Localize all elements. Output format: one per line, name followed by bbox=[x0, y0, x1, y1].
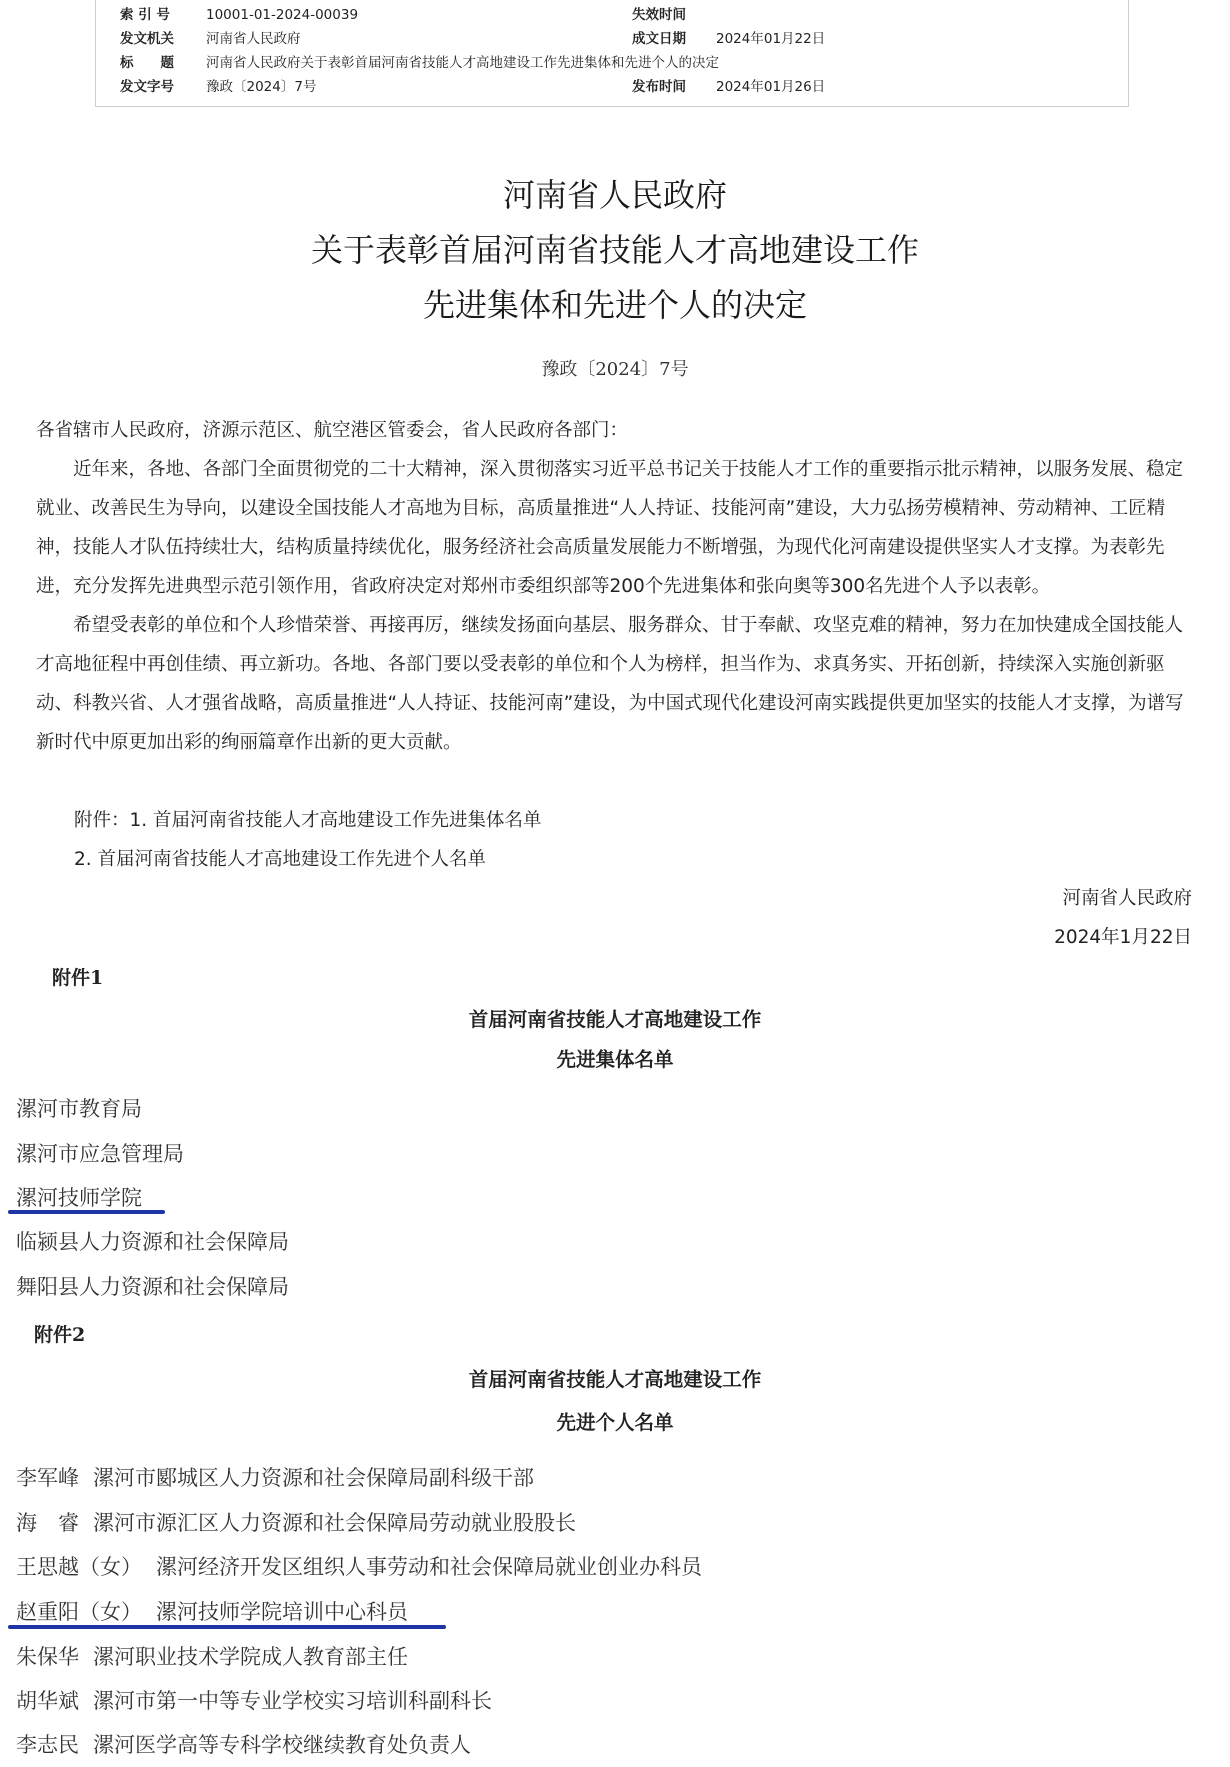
meta-row-issuer bbox=[96, 27, 1128, 51]
collective-item: 舞阳县人力资源和社会保障局 bbox=[16, 1275, 289, 1299]
appendix2-heading-1: 首届河南省技能人才高地建设工作 bbox=[468, 1368, 762, 1391]
appendix2-label: 附件2 bbox=[34, 1324, 86, 1346]
expiry-label: 失效时间 bbox=[632, 7, 686, 23]
individual-name: 胡华斌 bbox=[16, 1689, 79, 1713]
highlight-underline bbox=[8, 1210, 165, 1214]
issuer-value: 河南省人民政府 bbox=[206, 31, 301, 47]
appendix1-heading-1: 首届河南省技能人才高地建设工作 bbox=[468, 1008, 762, 1031]
collective-item: 漯河市教育局 bbox=[16, 1097, 142, 1121]
doc-number: 豫政〔2024〕7号 bbox=[541, 359, 689, 380]
individual-name: 赵重阳（女） bbox=[16, 1600, 142, 1624]
date-value: 2024年01月22日 bbox=[716, 31, 826, 47]
individual-item bbox=[16, 1729, 471, 1759]
meta-row-title bbox=[96, 51, 1128, 75]
individual-name: 朱保华 bbox=[16, 1645, 79, 1669]
individual-org: 漯河市郾城区人力资源和社会保障局副科级干部 bbox=[93, 1466, 534, 1490]
paragraph-2: 希望受表彰的单位和个人珍惜荣誉、再接再厉，继续发扬面向基层、服务群众、甘于奉献、攻坚克难的精神，努力在加快建成全国技能人才高地征程中再创佳绩、再立新功。各地、各部门要以受表彰的单位和个人为榜样，担当作为、求真务实、开拓创新，持续深入实施创新驱动、科教兴省、人才强省战略，高质量推进“人人持证、技能河南”建设，为中国式现代化建设河南实践提供更加坚实的技能人才支撑，为谱写新时代中原更加出彩的绚丽篇章作出新的更大贡献。 bbox=[36, 615, 1184, 753]
title-label: 标 题 bbox=[120, 55, 174, 71]
highlight-underline bbox=[8, 1625, 446, 1629]
addressee: 各省辖市人民政府，济源示范区、航空港区管委会，省人民政府各部门： bbox=[36, 420, 629, 441]
title-value: 河南省人民政府关于表彰首届河南省技能人才高地建设工作先进集体和先进个人的决定 bbox=[206, 55, 719, 71]
individual-item bbox=[16, 1596, 408, 1626]
appendix1-heading-2: 先进集体名单 bbox=[556, 1048, 674, 1071]
appendix1-label: 附件1 bbox=[52, 967, 104, 989]
collective-item: 临颍县人力资源和社会保障局 bbox=[16, 1230, 289, 1254]
individual-org: 漯河市第一中等专业学校实习培训科副科长 bbox=[93, 1689, 492, 1713]
attachment-line-1: 附件：1. 首届河南省技能人才高地建设工作先进集体名单 bbox=[74, 810, 542, 831]
index-value: 10001-01-2024-00039 bbox=[206, 7, 359, 23]
individual-item bbox=[16, 1551, 702, 1581]
individual-name: 王思越（女） bbox=[16, 1555, 142, 1579]
individual-item bbox=[16, 1462, 534, 1492]
individual-org: 漯河职业技术学院成人教育部主任 bbox=[93, 1645, 408, 1669]
doc-title-line2: 关于表彰首届河南省技能人才高地建设工作 bbox=[310, 231, 919, 269]
sign-date: 2024年1月22日 bbox=[1054, 927, 1192, 948]
doc-title-line3: 先进集体和先进个人的决定 bbox=[422, 286, 807, 324]
individual-name: 李志民 bbox=[16, 1733, 79, 1757]
collective-item: 漯河技师学院 bbox=[16, 1186, 142, 1210]
meta-row-docno bbox=[96, 75, 1128, 99]
individual-item bbox=[16, 1507, 576, 1537]
doc-body bbox=[36, 411, 1192, 762]
attachment-line-2: 2. 首届河南省技能人才高地建设工作先进个人名单 bbox=[74, 849, 487, 870]
issuer-label: 发文机关 bbox=[120, 31, 174, 47]
index-label: 索 引 号 bbox=[120, 7, 170, 23]
individual-name: 李军峰 bbox=[16, 1466, 79, 1490]
individual-org: 漯河市源汇区人力资源和社会保障局劳动就业股股长 bbox=[93, 1511, 576, 1535]
docno-label: 发文字号 bbox=[120, 79, 174, 95]
individual-item bbox=[16, 1641, 408, 1671]
appendix2-heading-2: 先进个人名单 bbox=[556, 1411, 674, 1434]
collective-item: 漯河市应急管理局 bbox=[16, 1142, 184, 1166]
meta-row-index bbox=[96, 3, 1128, 27]
docno-value: 豫政〔2024〕7号 bbox=[206, 79, 317, 95]
publish-label: 发布时间 bbox=[632, 79, 686, 95]
metadata-box bbox=[95, 0, 1129, 107]
paragraph-1: 近年来，各地、各部门全面贯彻党的二十大精神，深入贯彻落实习近平总书记关于技能人才工作的重要指示批示精神，以服务发展、稳定就业、改善民生为导向，以建设全国技能人才高地为目标，高质量推进“人人持证、技能河南”建设，大力弘扬劳模精神、劳动精神、工匠精神，技能人才队伍持续壮大，结构质量持续优化，服务经济社会高质量发展能力不断增强，为现代化河南建设提供坚实人才支撑。为表彰先进，充分发挥先进典型示范引领作用，省政府决定对郑州市委组织部等200个先进集体和张向奥等300名先进个人予以表彰。 bbox=[36, 459, 1184, 597]
signer: 河南省人民政府 bbox=[1062, 888, 1192, 909]
individual-org: 漯河经济开发区组织人事劳动和社会保障局就业创业办科员 bbox=[156, 1555, 702, 1579]
individual-name: 海 睿 bbox=[16, 1511, 79, 1535]
individual-org: 漯河技师学院培训中心科员 bbox=[156, 1600, 408, 1624]
doc-title-line1: 河南省人民政府 bbox=[502, 176, 727, 214]
individual-org: 漯河医学高等专科学校继续教育处负责人 bbox=[93, 1733, 471, 1757]
individual-item bbox=[16, 1685, 492, 1715]
publish-value: 2024年01月26日 bbox=[716, 79, 826, 95]
date-label: 成文日期 bbox=[632, 31, 686, 47]
